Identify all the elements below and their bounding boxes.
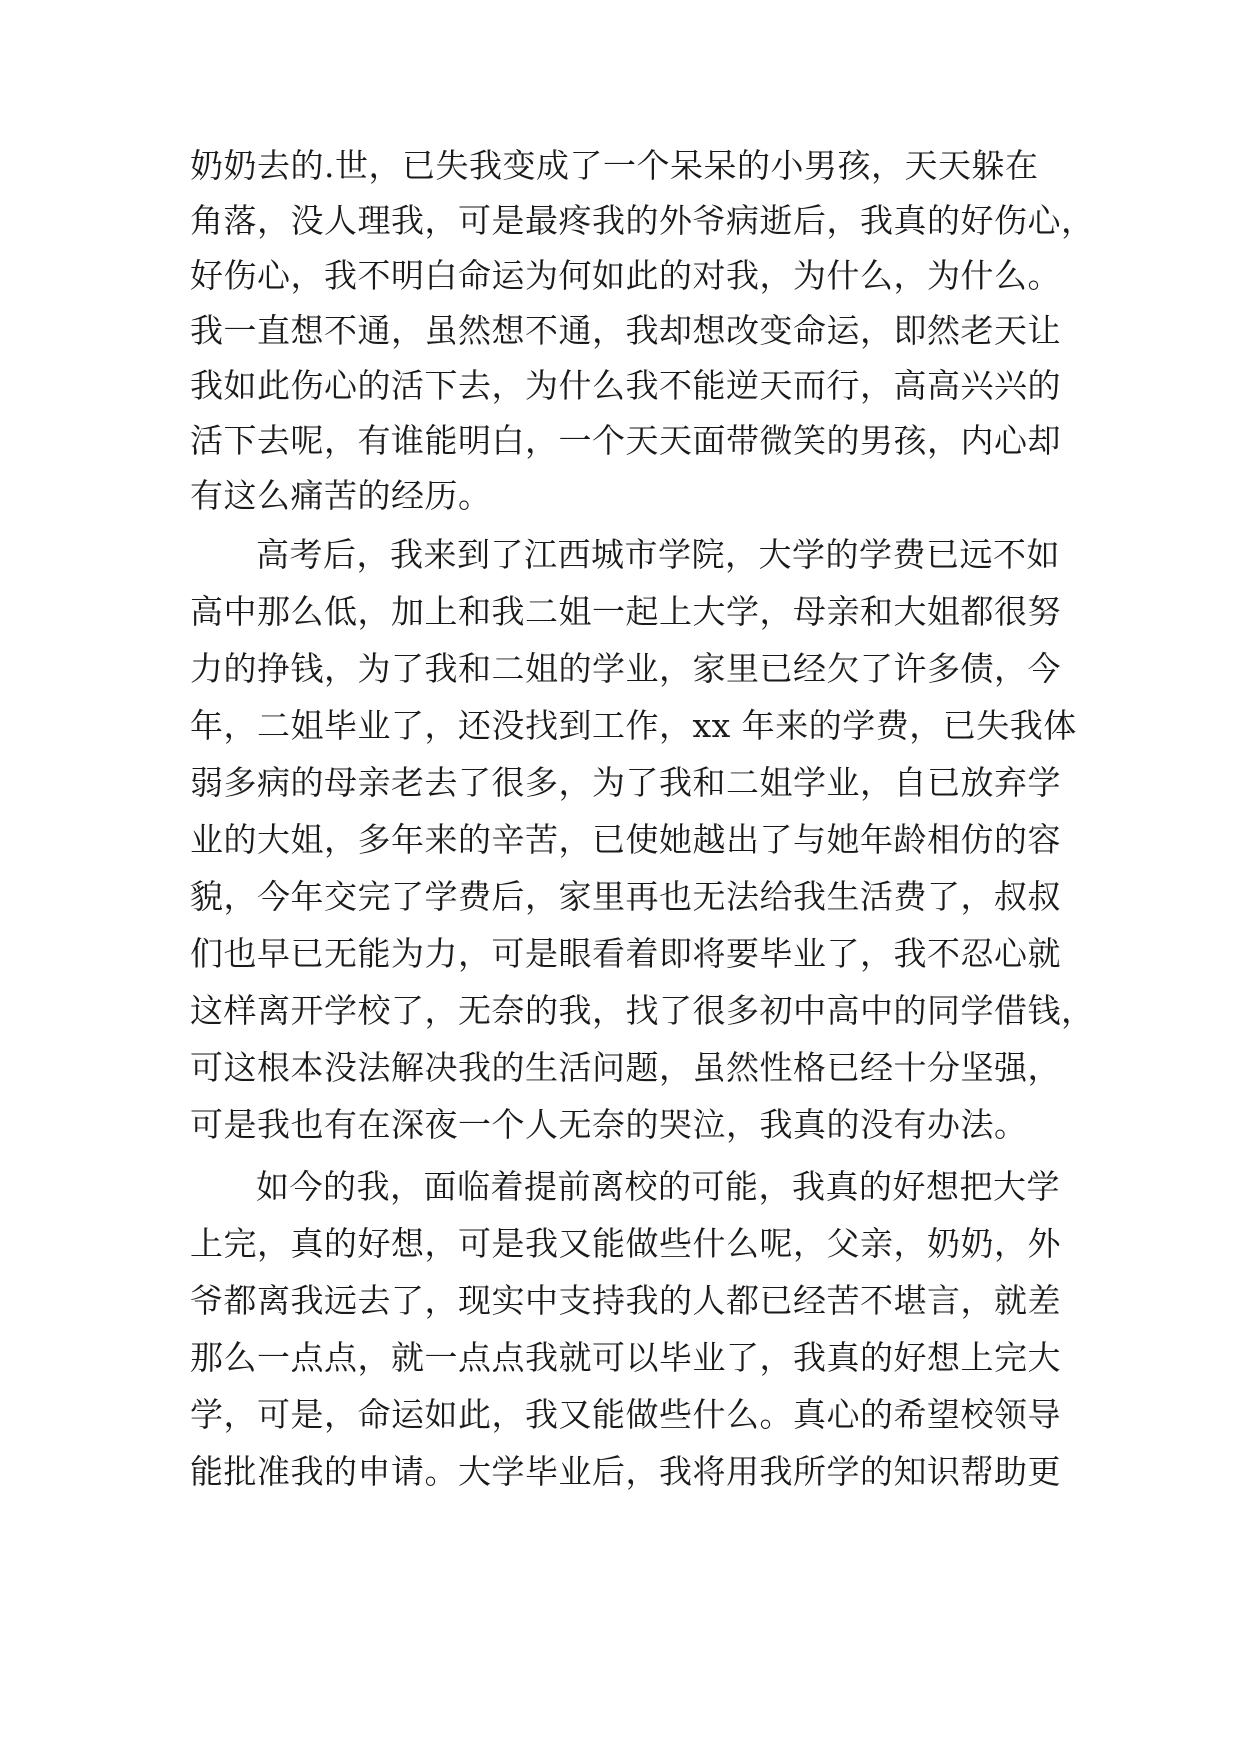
text-line: 我如此伤心的活下去，为什么我不能逆天而行，高高兴兴的: [190, 366, 1061, 405]
text-line: 角落，没人理我，可是最疼我的外爷病逝后，我真的好伤心，: [190, 201, 1095, 240]
text-line: 上完，真的好想，可是我又能做些什么呢，父亲，奶奶，外: [190, 1224, 1061, 1263]
text-line: 那么一点点，就一点点我就可以毕业了，我真的好想上完大: [190, 1338, 1061, 1377]
text-line: 力的挣钱，为了我和二姐的学业，家里已经欠了许多债，今: [190, 649, 1061, 688]
text-line: 们也早已无能为力，可是眼看着即将要毕业了，我不忍心就: [190, 934, 1061, 973]
text-line: 能批准我的申请。大学毕业后，我将用我所学的知识帮助更: [190, 1452, 1061, 1491]
text-line: 活下去呢，有谁能明白，一个天天面带微笑的男孩，内心却: [190, 421, 1061, 460]
text-line: 可是我也有在深夜一个人无奈的哭泣，我真的没有办法。: [190, 1105, 1028, 1144]
paragraph-first-line: 高考后，我来到了江西城市学院，大学的学费已远不如: [256, 535, 1060, 574]
text-line: 爷都离我远去了，现实中支持我的人都已经苦不堪言，就差: [190, 1281, 1061, 1320]
text-line: 年，二姐毕业了，还没找到工作，xx 年来的学费，已失我体: [190, 706, 1077, 745]
text-line: 这样离开学校了，无奈的我，找了很多初中高中的同学借钱，: [190, 991, 1095, 1030]
text-line: 学，可是，命运如此，我又能做些什么。真心的希望校领导: [190, 1395, 1061, 1434]
text-line: 奶奶去的.世，已失我变成了一个呆呆的小男孩，天天躲在: [190, 146, 1039, 185]
text-line: 业的大姐，多年来的辛苦，已使她越出了与她年龄相仿的容: [190, 820, 1061, 859]
text-line: 弱多病的母亲老去了很多，为了我和二姐学业，自已放弃学: [190, 763, 1061, 802]
text-line: 有这么痛苦的经历。: [190, 476, 492, 515]
text-line: 可这根本没法解决我的生活问题，虽然性格已经十分坚强，: [190, 1048, 1061, 1087]
paragraph-first-line: 如今的我，面临着提前离校的可能，我真的好想把大学: [256, 1167, 1060, 1206]
text-line: 好伤心，我不明白命运为何如此的对我，为什么，为什么。: [190, 256, 1061, 295]
text-line: 高中那么低，加上和我二姐一起上大学，母亲和大姐都很努: [190, 592, 1061, 631]
text-line: 我一直想不通，虽然想不通，我却想改变命运，即然老天让: [190, 311, 1061, 350]
text-line: 貌，今年交完了学费后，家里再也无法给我生活费了，叔叔: [190, 877, 1061, 916]
